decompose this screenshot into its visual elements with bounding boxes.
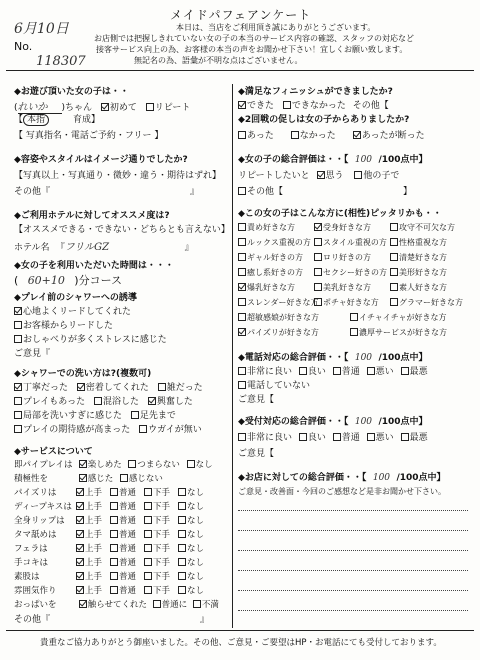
match-checkbox[interactable] [238, 328, 246, 336]
match-label: 超敏感娘が好きな方 [247, 313, 319, 322]
q6-row: プレイもあった 混浴した 興奮した [14, 394, 193, 407]
r1-options: できた できなかった その他【 [238, 98, 389, 111]
match-option [314, 222, 390, 233]
match-checkbox[interactable] [314, 238, 322, 246]
grade-checkbox[interactable] [110, 530, 118, 538]
match-checkbox[interactable] [314, 283, 322, 291]
grade-label: なし [187, 530, 205, 540]
match-label: 責め好きな方 [247, 223, 295, 232]
match-checkbox[interactable] [238, 313, 246, 321]
match-row [238, 312, 462, 323]
first-checkbox[interactable] [101, 103, 109, 111]
course-minutes[interactable]: 60+10 [27, 274, 65, 287]
grade-checkbox[interactable] [144, 502, 152, 510]
honshi-option[interactable]: 本指 [23, 114, 49, 126]
photo-options[interactable]: 写真指名・電話ご予約・フリー [25, 131, 152, 141]
q5-note: ご意見『 [14, 349, 51, 359]
r1-checkbox[interactable] [283, 101, 291, 109]
grade-checkbox[interactable] [144, 516, 152, 524]
grade-checkbox[interactable] [110, 558, 118, 566]
service-item-label: フェラは [14, 544, 48, 554]
r2-checkbox[interactable] [291, 131, 299, 139]
match-row [238, 252, 466, 263]
r6-checkbox[interactable] [401, 433, 409, 441]
grade-label: なし [187, 572, 205, 582]
grade-label: なし [187, 558, 205, 568]
q3-hotel-row: ホテル名 『フリルGZ 』 [14, 238, 194, 253]
r5-grades: 非常に良い 良い 普通 悪い 最悪 [238, 364, 428, 377]
service-grade-row [14, 514, 204, 526]
grade-label: なし [187, 516, 205, 526]
r5-checkbox[interactable] [299, 367, 307, 375]
match-label: 爆乳好きな方 [247, 283, 295, 292]
match-label: 癒し系好きの方 [247, 268, 303, 277]
q6-title: ◆シャワーでの洗い方は?(複数可) [14, 369, 152, 379]
grade-checkbox[interactable] [178, 558, 186, 566]
grade-label: 下手 [153, 502, 171, 512]
grade-label: なし [187, 488, 205, 498]
grade-label: 上手 [85, 558, 103, 568]
reception-score[interactable]: 100 [354, 417, 373, 427]
match-option [390, 297, 466, 308]
q4-course-row: ( 60+10 )分コース [14, 274, 123, 287]
r3-checkbox[interactable] [238, 187, 246, 195]
match-label: ルックス重視の方 [247, 238, 311, 247]
q1-name-row: (れいか )ちゃん 初めて リピート [14, 98, 190, 114]
comment-line [238, 530, 468, 531]
q6-checkbox[interactable] [14, 425, 22, 433]
match-row [238, 297, 466, 308]
hotel-name[interactable]: フリルGZ [64, 242, 110, 253]
number-label: No. [14, 40, 33, 53]
grade-label: 上手 [85, 572, 103, 582]
footer-note: 貴重なご協力ありがとう御座いました。その他、ご意見・ご要望はHP・お電話にても受付しております。 [40, 638, 442, 648]
grade-label: 上手 [85, 502, 103, 512]
girl-name[interactable]: れいか [18, 98, 62, 114]
q6-row: 局部を洗いすぎに感じた 足先まで [14, 408, 176, 421]
number-value: 118307 [36, 54, 86, 69]
r6-title: ◆受付対応の総合評価・・【 100 /100点中】 [238, 417, 428, 427]
grade-label: 下手 [153, 516, 171, 526]
match-row [238, 222, 466, 233]
q7-checkbox[interactable] [187, 460, 195, 468]
match-label: 受身好きな方 [323, 223, 371, 232]
q1-photo-row: 【 写真指名・電話ご予約・フリー 】 [14, 131, 164, 141]
match-option [238, 267, 314, 278]
grade-checkbox[interactable] [178, 530, 186, 538]
q6-checkbox[interactable] [14, 383, 22, 391]
grade-label: 下手 [153, 488, 171, 498]
grade-checkbox[interactable] [144, 530, 152, 538]
match-checkbox[interactable] [314, 253, 322, 261]
comment-line [238, 610, 468, 611]
survey-date: 6月10日 [14, 21, 69, 37]
grade-checkbox[interactable] [76, 488, 84, 496]
match-option [314, 252, 390, 263]
intro-line: 接客サービス向上の為、お客様の本当の声をお聞かせ下さい！宜しくお願い致します。 [96, 45, 408, 54]
service-grade-row [14, 542, 204, 554]
r2-options: あった なかった あったが断った [238, 128, 425, 141]
r3-repeat-row: リピートしたいと 思う 他の子で [238, 171, 400, 181]
r5-checkbox[interactable] [401, 367, 409, 375]
match-checkbox[interactable] [350, 313, 358, 321]
match-option [350, 312, 462, 323]
grade-label: なし [187, 502, 205, 512]
match-row [238, 327, 462, 338]
r1-title: ◆満足なフィニッシュができましたか? [238, 87, 393, 97]
match-label: 美乳好きな方 [323, 283, 371, 292]
comment-line [238, 550, 468, 551]
service-item-label: 雰囲気作り [14, 586, 57, 596]
grade-checkbox[interactable] [110, 502, 118, 510]
column-divider [232, 84, 233, 628]
match-checkbox[interactable] [238, 283, 246, 291]
match-option [238, 222, 314, 233]
q6-checkbox[interactable] [14, 397, 22, 405]
q6-checkbox[interactable] [158, 383, 166, 391]
service-grade-row [14, 528, 204, 540]
header-divider [6, 70, 474, 71]
match-option [350, 327, 462, 338]
grade-label: 上手 [85, 586, 103, 596]
q6-checkbox[interactable] [94, 397, 102, 405]
service-item-label: タマ舐めは [14, 530, 57, 540]
comment-line [238, 590, 468, 591]
r5-checkbox[interactable] [367, 367, 375, 375]
grade-checkbox[interactable] [110, 586, 118, 594]
q7-checkbox[interactable] [153, 600, 161, 608]
match-checkbox[interactable] [314, 223, 322, 231]
grade-label: 普通 [119, 544, 137, 554]
q4-title: ◆女の子を利用いただいた時間は・・・ [14, 261, 174, 271]
q5-option: 心地よくリードしてくれた [14, 304, 131, 317]
r3-other-row: その他【 】 [238, 184, 412, 197]
r3-checkbox[interactable] [354, 171, 362, 179]
grade-label: 上手 [85, 516, 103, 526]
match-checkbox[interactable] [238, 253, 246, 261]
service-grade-row [14, 570, 204, 582]
q5-option: お客様からリードした [14, 318, 113, 331]
match-label: パイズリが好きな方 [247, 328, 319, 337]
r6-checkbox[interactable] [367, 433, 375, 441]
r5-note: ご意見【 [238, 395, 275, 405]
r7-sub: ご意見・改善面・今回のご感想など是非お聞かせ下さい。 [238, 487, 446, 496]
match-option [390, 237, 466, 248]
q7-other: その他『 』 [14, 615, 210, 625]
q7-title: ◆サービスについて [14, 447, 93, 457]
match-checkbox[interactable] [238, 223, 246, 231]
grade-label: 普通 [119, 516, 137, 526]
r1-checkbox[interactable] [238, 101, 246, 109]
grade-checkbox[interactable] [76, 586, 84, 594]
intro-line: 本日は、当店をご利用頂き誠にありがとうございます。 [176, 23, 376, 32]
grade-label: 普通 [119, 572, 137, 582]
match-label: スタイル重視の方 [323, 238, 387, 247]
grade-checkbox[interactable] [144, 488, 152, 496]
grade-checkbox[interactable] [144, 544, 152, 552]
service-item-label: ディープキスは [14, 502, 72, 512]
grade-label: 下手 [153, 572, 171, 582]
match-option [390, 222, 466, 233]
match-label: 性格重視な方 [399, 238, 447, 247]
grade-checkbox[interactable] [110, 488, 118, 496]
q2-other: その他『 』 [14, 187, 200, 197]
match-checkbox[interactable] [238, 268, 246, 276]
q7-checkbox[interactable] [79, 474, 87, 482]
r5-checkbox[interactable] [238, 367, 246, 375]
match-checkbox[interactable] [314, 298, 322, 306]
q5-checkbox[interactable] [14, 335, 22, 343]
match-option [314, 297, 390, 308]
intro-line: 無記名の為、語彙が不明な点はございません。 [134, 56, 303, 65]
shop-score[interactable]: 100 [372, 473, 391, 483]
match-label: イチャイチャが好きな方 [359, 313, 447, 322]
grade-checkbox[interactable] [76, 544, 84, 552]
r7-title: ◆お店に対しての総合評価・・【 100 /100点中】 [238, 473, 446, 483]
match-label: 美形好きな方 [399, 268, 447, 277]
grade-checkbox[interactable] [144, 572, 152, 580]
match-row [238, 282, 466, 293]
match-label: グラマー好きな方 [399, 298, 463, 307]
grade-checkbox[interactable] [76, 572, 84, 580]
q1-title: ◆お遊び頂いた女の子は・・ [14, 87, 129, 97]
match-checkbox[interactable] [390, 253, 398, 261]
grade-label: 普通 [119, 502, 137, 512]
grade-checkbox[interactable] [178, 488, 186, 496]
ikusei-option[interactable]: 育成 [73, 115, 92, 125]
r6-checkbox[interactable] [238, 433, 246, 441]
r6-note: ご意見【 [238, 449, 275, 459]
match-option [238, 252, 314, 263]
r2-checkbox[interactable] [353, 131, 361, 139]
grade-checkbox[interactable] [144, 586, 152, 594]
service-item-label: 全身リップは [14, 516, 65, 526]
match-option [238, 297, 319, 308]
q3-title: ◆ご利用ホテルに対してオススメ度は? [14, 211, 170, 221]
q7-row: おっぱいを 触らせてくれた 普通に 不満 [14, 600, 219, 610]
q6-row: プレイの期待感が高まった ウガイが無い [14, 422, 202, 435]
grade-label: 下手 [153, 586, 171, 596]
r5-title: ◆電話対応の総合評価・・【 100 /100点中】 [238, 353, 428, 363]
q7-checkbox[interactable] [193, 600, 201, 608]
grade-label: 下手 [153, 558, 171, 568]
grade-label: 普通 [119, 530, 137, 540]
r5-checkbox[interactable] [333, 367, 341, 375]
match-option [238, 312, 350, 323]
q2-options[interactable]: 【写真以上・写真通り・微妙・違う・期待はずれ】 [14, 171, 222, 181]
match-option [238, 237, 314, 248]
match-checkbox[interactable] [350, 328, 358, 336]
match-checkbox[interactable] [390, 223, 398, 231]
q6-checkbox[interactable] [131, 411, 139, 419]
grade-label: 普通 [119, 586, 137, 596]
match-label: 攻守不可欠な方 [399, 223, 455, 232]
match-label: スレンダー好きな方 [247, 298, 319, 307]
grade-label: 普通 [119, 558, 137, 568]
q7-row: 積極性を 感じた 感じない [14, 474, 163, 484]
footer-divider [6, 630, 474, 631]
match-label: 清楚好きな方 [399, 253, 447, 262]
service-item-label: 手コキは [14, 558, 49, 568]
q1-type-row: 【 本指 育成】 [14, 115, 101, 125]
service-item-label: パイズリは [14, 488, 57, 498]
match-option [238, 282, 314, 293]
match-option [314, 282, 390, 293]
service-grade-row [14, 486, 204, 498]
r6-grades: 非常に良い 良い 普通 悪い 最悪 [238, 430, 428, 443]
grade-checkbox[interactable] [178, 502, 186, 510]
grade-checkbox[interactable] [76, 530, 84, 538]
match-option [390, 282, 466, 293]
grade-label: 下手 [153, 530, 171, 540]
q6-row: 丁寧だった 密着してくれた 雑だった [14, 380, 203, 393]
girl-score[interactable]: 100 [354, 155, 373, 165]
grade-label: 普通 [119, 488, 137, 498]
phone-score[interactable]: 100 [354, 353, 373, 363]
repeat-checkbox[interactable] [146, 103, 154, 111]
grade-label: なし [187, 586, 205, 596]
match-checkbox[interactable] [390, 283, 398, 291]
grade-checkbox[interactable] [110, 544, 118, 552]
survey-title: メイドパフェアンケート [170, 8, 312, 22]
match-checkbox[interactable] [238, 298, 246, 306]
r5-checkbox[interactable] [238, 381, 246, 389]
match-label: 素人好きな方 [399, 283, 447, 292]
r3-title: ◆女の子の総合評価は・・【 100 /100点中】 [238, 155, 428, 165]
q5-title: ◆プレイ前のシャワーへの誘導 [14, 293, 137, 303]
q5-checkbox[interactable] [14, 307, 22, 315]
grade-label: 上手 [85, 544, 103, 554]
q7-checkbox[interactable] [79, 600, 87, 608]
q2-title: ◆容姿やスタイルはイメージ通りでしたか? [14, 155, 188, 165]
match-option [390, 252, 466, 263]
match-label: セクシー好きの方 [323, 268, 387, 277]
q6-checkbox[interactable] [148, 397, 156, 405]
match-row [238, 237, 466, 248]
r6-checkbox[interactable] [299, 433, 307, 441]
r2-title: ◆2回戦の促しは女の子からありましたか? [238, 115, 410, 125]
match-option [314, 237, 390, 248]
r5-extra: 電話していない [238, 378, 310, 391]
r4-title: ◆この女の子はこんな方に(相性)ピッタリかも・・ [238, 209, 442, 219]
match-label: ロリ好きの方 [323, 253, 371, 262]
service-grade-row [14, 556, 204, 568]
q3-options[interactable]: 【オススメできる・できない・どちらとも言えない】 [14, 225, 230, 235]
grade-label: 上手 [85, 488, 103, 498]
q7-row: 即パイプレイは 楽しめた つまらない なし [14, 460, 213, 470]
match-row [238, 267, 466, 278]
service-grade-row [14, 584, 204, 596]
match-checkbox[interactable] [314, 268, 322, 276]
match-label: 濃厚サービスが好きな方 [359, 328, 447, 337]
grade-checkbox[interactable] [110, 516, 118, 524]
grade-checkbox[interactable] [76, 502, 84, 510]
comment-line [238, 510, 468, 511]
r3-checkbox[interactable] [317, 171, 325, 179]
grade-checkbox[interactable] [178, 572, 186, 580]
q7-checkbox[interactable] [120, 474, 128, 482]
grade-label: 下手 [153, 544, 171, 554]
q5-option: おしゃべりが多くストレスに感じた [14, 332, 167, 345]
grade-checkbox[interactable] [178, 586, 186, 594]
intro-line: お店側では把握しきれていない女の子の本当のサービス内容の確認、スタッフの対応など [94, 34, 414, 43]
match-checkbox[interactable] [238, 238, 246, 246]
r6-checkbox[interactable] [333, 433, 341, 441]
service-grade-row [14, 500, 204, 512]
service-item-label: 素股は [14, 572, 40, 582]
q7-checkbox[interactable] [128, 460, 136, 468]
q6-checkbox[interactable] [14, 411, 22, 419]
q7-checkbox[interactable] [79, 460, 87, 468]
comment-line [238, 570, 468, 571]
grade-checkbox[interactable] [178, 544, 186, 552]
grade-label: 上手 [85, 530, 103, 540]
match-checkbox[interactable] [390, 268, 398, 276]
grade-checkbox[interactable] [144, 558, 152, 566]
match-label: ポチャ好きな方 [323, 298, 379, 307]
match-checkbox[interactable] [390, 298, 398, 306]
match-option [314, 267, 390, 278]
q6-checkbox[interactable] [77, 383, 85, 391]
match-label: ギャル好きの方 [247, 253, 303, 262]
q5-checkbox[interactable] [14, 321, 22, 329]
grade-checkbox[interactable] [76, 558, 84, 566]
match-option [238, 327, 350, 338]
r2-checkbox[interactable] [238, 131, 246, 139]
grade-checkbox[interactable] [110, 572, 118, 580]
grade-label: なし [187, 544, 205, 554]
q6-checkbox[interactable] [139, 425, 147, 433]
grade-checkbox[interactable] [76, 516, 84, 524]
grade-checkbox[interactable] [178, 516, 186, 524]
match-option [390, 267, 466, 278]
match-checkbox[interactable] [390, 238, 398, 246]
